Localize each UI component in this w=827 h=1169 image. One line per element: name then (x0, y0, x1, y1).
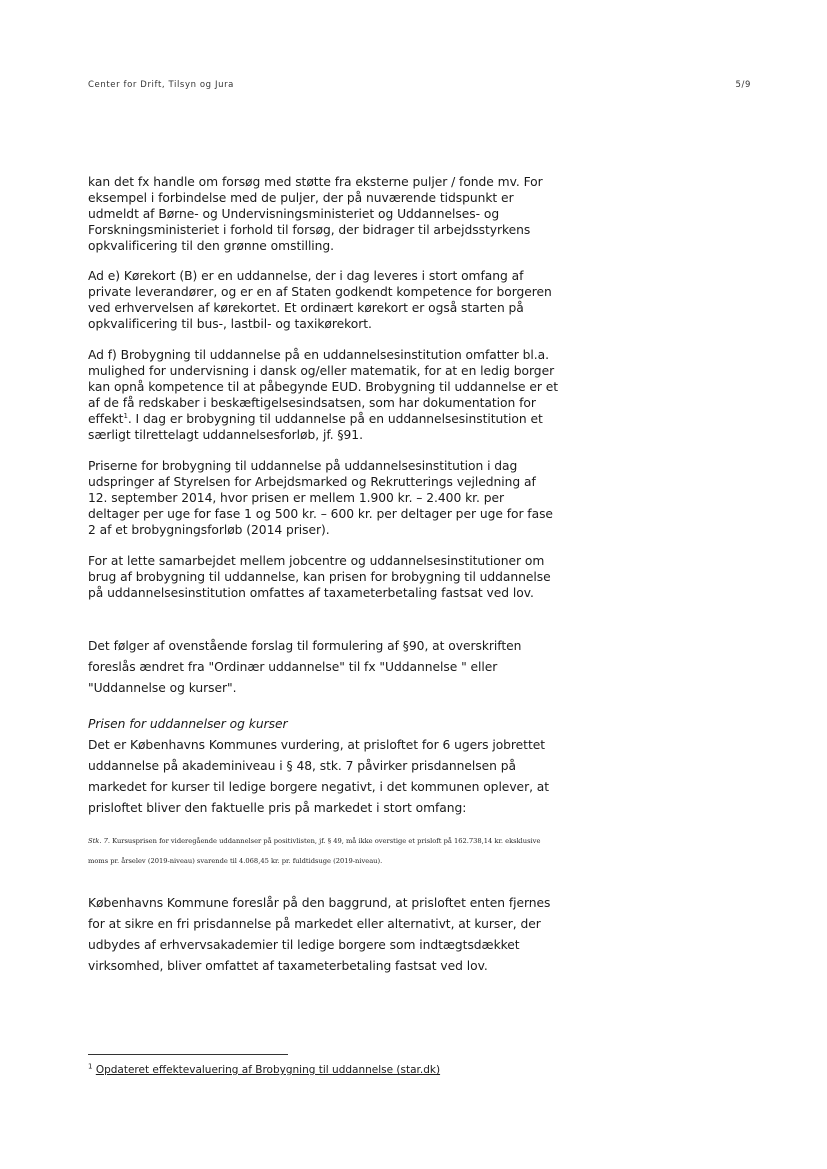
paragraph-bridging-part1: Ad f) Brobygning til uddannelse på en uddannelsesinstitution omfatter bl.a. mulighed for undervisning i dansk og/eller matematik, for at en ledig borger kan opnå kompetence til at påbegynde EUD. Brobygning til uddannelse er et af de få redskaber i beskæftigelsesindsatsen, som har dokumentation for effekt (88, 348, 559, 426)
footnote-link[interactable]: Opdateret effektevaluering af Brobygning til uddannelse (star.dk) (95, 1064, 441, 1076)
paragraph-bridging-prices: Priserne for brobygning til uddannelse på uddannelsesinstitution i dag udspringer af Styrelsen for Arbejdsmarked og Rekrutterings vejledning af 12. september 2014, hvor prisen er mellem 1.900 kr. – 2.400 kr. per deltager per uge for fase 1 og 500 kr. – 600 kr. per deltager per uge for fase 2 af et brobygningsforløb (2014 priser). (88, 459, 553, 537)
paragraph-proposal: Københavns Kommune foreslår på den baggrund, at prisloftet enten fjernes for at sikre en fri prisdannelse på markedet eller alternativt, at kurser, der udbydes af erhvervsakademier til ledige borgere som indtægtsdækket virksomhed, bliver omfattet af taxameterbetaling fastsat ved lov. (88, 896, 551, 973)
paragraph-heading-change: Det følger af ovenstående forslag til formulering af §90, at overskriften foreslås ændret fra "Ordinær uddannelse" til fx "Uddannelse " eller "Uddannelse og kurser". (88, 639, 522, 695)
paragraph-price-cap: Det er Københavns Kommunes vurdering, at prisloftet for 6 ugers jobrettet uddannelse på akademiniveau i § 48, stk. 7 påvirker prisdannelsen på markedet for kurser til ledige borgere negativt, i det kommunen oplever, at prisloftet bliver den faktuelle pris på markedet i stort omfang: (88, 738, 550, 815)
paragraph-bridging-part2: . I dag er brobygning til uddannelse på en uddannelsesinstitution et særligt tilrettelagt uddannelsesforløb, jf. §91. (88, 412, 543, 442)
section-heading: Prisen for uddannelser og kurser (88, 717, 288, 731)
legal-quote (88, 831, 558, 871)
footnote-reference[interactable]: 1 (123, 411, 128, 420)
paragraph-bridging (88, 347, 558, 443)
paragraph-taximeter: For at lette samarbejdet mellem jobcentre og uddannelsesinstitutioner om brug af brobygning til uddannelse, kan prisen for brobygning til uddannelse på uddannelsesinstitution omfattes af taxameterbetaling fastsat ved lov. (88, 554, 551, 600)
header-organization: Center for Drift, Tilsyn og Jura (88, 80, 234, 90)
section-prices (88, 714, 558, 819)
legal-quote-label: Stk. 7. (88, 837, 110, 845)
paragraph-external-funds: kan det fx handle om forsøg med støtte fra eksterne puljer / fonde mv. For eksempel i forbindelse med de puljer, der på nuværende tidspunkt er udmeldt af Børne- og Undervisningsministeriet og Uddannelses- og Forskningsministeriet i forhold til forsøg, der bidrager til arbejdsstyrkens opkvalificering til den grønne omstilling. (88, 175, 543, 253)
page-number: 5/9 (735, 80, 751, 90)
footnote (88, 1063, 440, 1077)
legal-quote-text: Kursusprisen for videregående uddannelser på positivlisten, jf. § 49, må ikke overstige et prisloft på 162.738,14 kr. eksklusive moms pr. årselev (2019-niveau) svarende til 4.068,45 kr. pr. fuldtidsuge (2019-niveau). (88, 837, 541, 865)
footnote-divider (88, 1054, 288, 1055)
paragraph-driving-license: Ad e) Kørekort (B) er en uddannelse, der i dag leveres i stort omfang af private leverandører, og er en af Staten godkendt kompetence for borgeren ved erhvervelsen af kørekortet. Et ordinært kørekort er også starten på opkvalificering til bus-, lastbil- og taxikørekort. (88, 269, 552, 331)
footnote-number: 1 (88, 1062, 93, 1071)
